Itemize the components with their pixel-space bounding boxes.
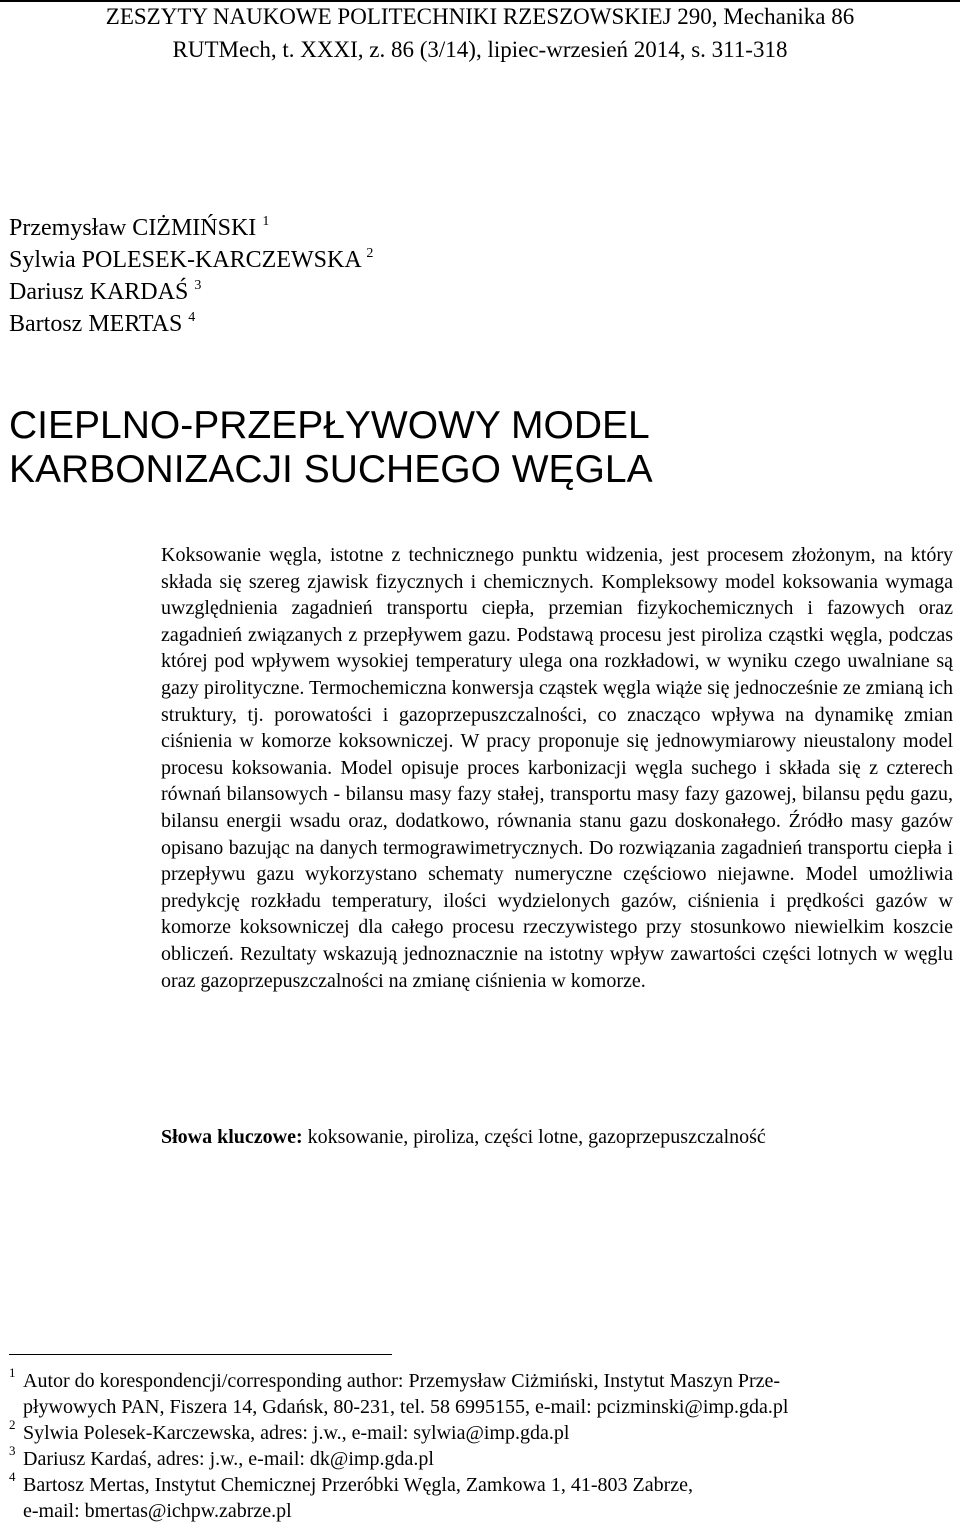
author-name: Bartosz MERTAS <box>9 311 183 337</box>
paper-title-line-1: CIEPLNO-PRZEPŁYWOWY MODEL <box>9 404 650 447</box>
paper-title-line-2: KARBONIZACJI SUCHEGO WĘGLA <box>9 448 653 491</box>
author-4 <box>9 308 373 340</box>
footnote-text-continued: pływowych PAN, Fiszera 14, Gdańsk, 80-231, tel. 58 6995155, e-mail: pcizminski@imp.gda.pl <box>23 1396 789 1418</box>
author-name: Przemysław CIŻMIŃSKI <box>9 215 257 241</box>
footnote-rule <box>9 1354 392 1355</box>
journal-header-line-1: ZESZYTY NAUKOWE POLITECHNIKI RZESZOWSKIEJ 290, Mechanika 86 <box>105 4 855 29</box>
keywords-text: koksowanie, piroliza, części lotne, gazoprzepuszczalność <box>307 1126 766 1148</box>
author-affiliation-mark: 3 <box>194 278 202 293</box>
author-affiliation-mark: 1 <box>262 214 270 229</box>
footnote-mark: 4 <box>9 1469 16 1484</box>
footnote-text: Sylwia Polesek-Karczewska, adres: j.w., e-mail: sylwia@imp.gda.pl <box>23 1422 570 1444</box>
abstract: Koksowanie węgla, istotne z technicznego punktu widzenia, jest procesem złożonym, na który składa się szereg zjawisk fizycznych i chemicznych. Kompleksowy model koksowania wymaga uwzględnienia zagadnień transportu ciepła, przemian fizykochemicznych i fazowych oraz zagadnień związanych z przepływem gazu. Podstawą procesu jest piroliza cząstki węgla, podczas której pod wpływem wysokiej temperatury ulega ona rozkładowi, w wyniku czego uwalniane są gazy pirolityczne. Termochemiczna konwersja cząstek węgla wiąże się jednocześnie ze zmianą ich struktury, tj. porowatości i gazoprzepuszczalności, co znacząco wpływa na dynamikę zmian ciśnienia w komorze koksowniczej. W pracy proponuje się jednowymiarowy nieustalony model procesu koksowania. Model opisuje proces karbonizacji węgla suchego i składa się z czterech równań bilansowych - bilansu masy fazy stałej, transportu masy fazy gazowej, bilansu pędu gazu, bilansu energii wsadu oraz, dodatkowo, równania stanu gazu doskonałego. Źródło masy gazów opisano bazując na danych termograwimetrycznych. Do rozwiązania zagadnień transportu ciepła i przepływu gazu wykorzystano schematy numeryczne częściowo niejawne. Model umożliwia predykcję rozkładu temperatury, ilości wydzielonych gazów, ciśnienia i prędkości gazów w komorze koksowniczej dla całego procesu rzeczywistego przy stosunkowo niewielkim koszcie obliczeń. Rezultaty wskazują jednoznacznie na istotny wpływ zawartości części lotnych w węglu oraz gazoprzepuszczalności na zmianę ciśnienia w komorze. <box>161 544 953 992</box>
keywords-label: Słowa kluczowe: <box>161 1126 303 1148</box>
paper-title <box>9 404 653 492</box>
footnote-1 <box>9 1365 954 1420</box>
footnote-text-continued: e-mail: bmertas@ichpw.zabrze.pl <box>23 1500 292 1522</box>
author-affiliation-mark: 4 <box>188 310 196 325</box>
footnotes <box>9 1365 954 1524</box>
footnote-4 <box>9 1469 954 1524</box>
journal-header <box>0 0 960 66</box>
author-2 <box>9 244 373 276</box>
footnote-3 <box>9 1443 954 1472</box>
author-affiliation-mark: 2 <box>366 246 374 261</box>
footnote-mark: 1 <box>9 1365 16 1380</box>
journal-header-line-2: RUTMech, t. XXXI, z. 86 (3/14), lipiec-wrzesień 2014, s. 311-318 <box>172 37 788 62</box>
footnote-text: Dariusz Kardaś, adres: j.w., e-mail: dk@imp.gda.pl <box>23 1448 434 1470</box>
keywords <box>161 1124 953 1150</box>
footnote-2 <box>9 1417 954 1446</box>
footnote-text: Autor do korespondencji/corresponding author: Przemysław Ciżmiński, Instytut Maszyn Prze- <box>23 1370 781 1392</box>
footnote-text: Bartosz Mertas, Instytut Chemicznej Przeróbki Węgla, Zamkowa 1, 41-803 Zabrze, <box>23 1474 693 1496</box>
author-name: Dariusz KARDAŚ <box>9 279 189 305</box>
author-list <box>9 212 373 340</box>
footnote-mark: 2 <box>9 1417 16 1432</box>
author-3 <box>9 276 373 308</box>
author-name: Sylwia POLESEK-KARCZEWSKA <box>9 247 361 273</box>
footnote-mark: 3 <box>9 1443 16 1458</box>
author-1 <box>9 212 373 244</box>
